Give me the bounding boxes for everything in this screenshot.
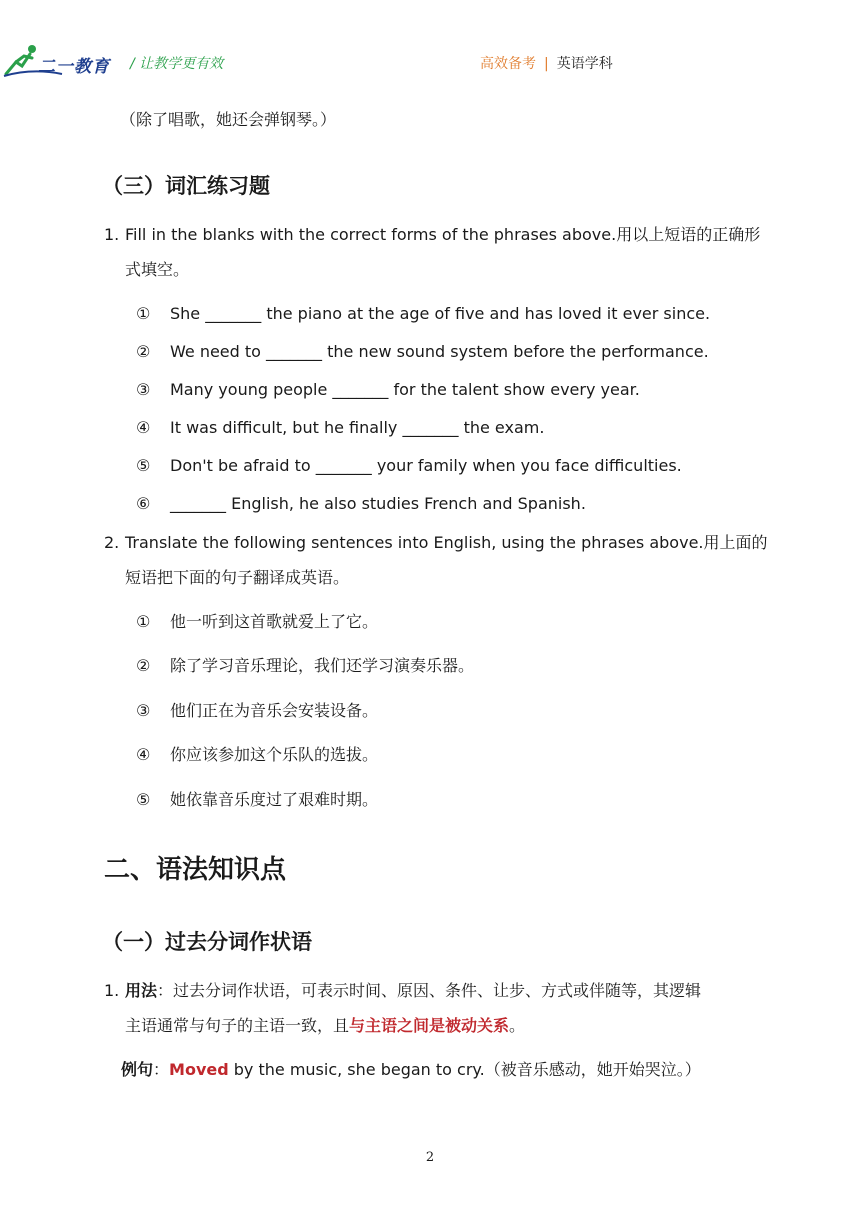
intro-line: （除了唱歌，她还会弹钢琴。） xyxy=(120,110,337,129)
item-mark: ③ xyxy=(136,380,151,399)
list-item: 他一听到这首歌就爱上了它。 xyxy=(170,612,379,631)
usage-line-1 xyxy=(125,981,701,1001)
logo-text: 二一教育 xyxy=(38,57,110,77)
example-highlight: Moved xyxy=(169,1060,229,1079)
list-item: 她依靠音乐度过了艰难时期。 xyxy=(170,790,379,809)
list-item: It was difficult, but he finally _______ the exam. xyxy=(170,418,545,437)
item-mark: ④ xyxy=(136,745,151,764)
usage-label: 用法 xyxy=(125,981,158,1000)
usage-highlight: 与主语之间是被动关系 xyxy=(349,1016,510,1035)
item-mark: ⑤ xyxy=(136,456,151,475)
example-text: by the music, she began to cry.（被音乐感动，她开始哭泣。） xyxy=(228,1060,701,1079)
question-text: Translate the following sentences into English, using the phrases above.用上面的 xyxy=(125,533,768,552)
list-item: She _______ the piano at the age of five and has loved it ever since. xyxy=(170,304,711,323)
section-title: 二、语法知识点 xyxy=(104,855,287,885)
page-number: 2 xyxy=(425,1150,435,1165)
usage-text: 过去分词作状语，可表示时间、原因、条件、让步、方式或伴随等，其逻辑 xyxy=(173,981,702,1000)
question-number: 1. xyxy=(104,225,120,244)
list-item: Many young people _______ for the talent show every year. xyxy=(170,380,640,399)
list-item: 他们正在为音乐会安装设备。 xyxy=(170,701,379,720)
usage-number: 1. xyxy=(104,981,120,1000)
header-highlight: 高效备考 xyxy=(480,56,536,72)
example-label: 例句 xyxy=(121,1060,154,1079)
question-text-cont: 式填空。 xyxy=(125,260,190,279)
header-separator: | xyxy=(544,56,549,72)
item-mark: ① xyxy=(136,304,151,323)
list-item: Don't be afraid to _______ your family when you face difficulties. xyxy=(170,456,682,475)
question-text: Fill in the blanks with the correct forms of the phrases above.用以上短语的正确形 xyxy=(125,225,761,244)
section-title: （三）词汇练习题 xyxy=(102,174,270,198)
usage-line-2 xyxy=(125,1016,525,1036)
question-number: 2. xyxy=(104,533,120,552)
item-mark: ③ xyxy=(136,701,151,720)
question-text-cont: 短语把下面的句子翻译成英语。 xyxy=(125,568,350,587)
item-mark: ⑤ xyxy=(136,790,151,809)
list-item: 你应该参加这个乐队的选拔。 xyxy=(170,745,379,764)
header-slogan: / 让教学更有效 xyxy=(130,56,224,72)
example-line xyxy=(121,1060,701,1080)
item-mark: ④ xyxy=(136,418,151,437)
item-mark: ② xyxy=(136,342,151,361)
header-right xyxy=(480,53,613,73)
item-mark: ② xyxy=(136,656,151,675)
list-item: _______ English, he also studies French and Spanish. xyxy=(170,494,586,513)
usage-text-prefix: 主语通常与句子的主语一致，且 xyxy=(125,1016,350,1035)
subsection-title: （一）过去分词作状语 xyxy=(102,930,312,954)
example-colon: ： xyxy=(153,1060,170,1079)
item-mark: ① xyxy=(136,612,151,631)
list-item: 除了学习音乐理论，我们还学习演奏乐器。 xyxy=(170,656,475,675)
usage-colon: ： xyxy=(157,981,174,1000)
usage-text-suffix: 。 xyxy=(509,1016,526,1035)
item-mark: ⑥ xyxy=(136,494,151,513)
list-item: We need to _______ the new sound system before the performance. xyxy=(170,342,709,361)
header-subject: 英语学科 xyxy=(556,56,613,72)
